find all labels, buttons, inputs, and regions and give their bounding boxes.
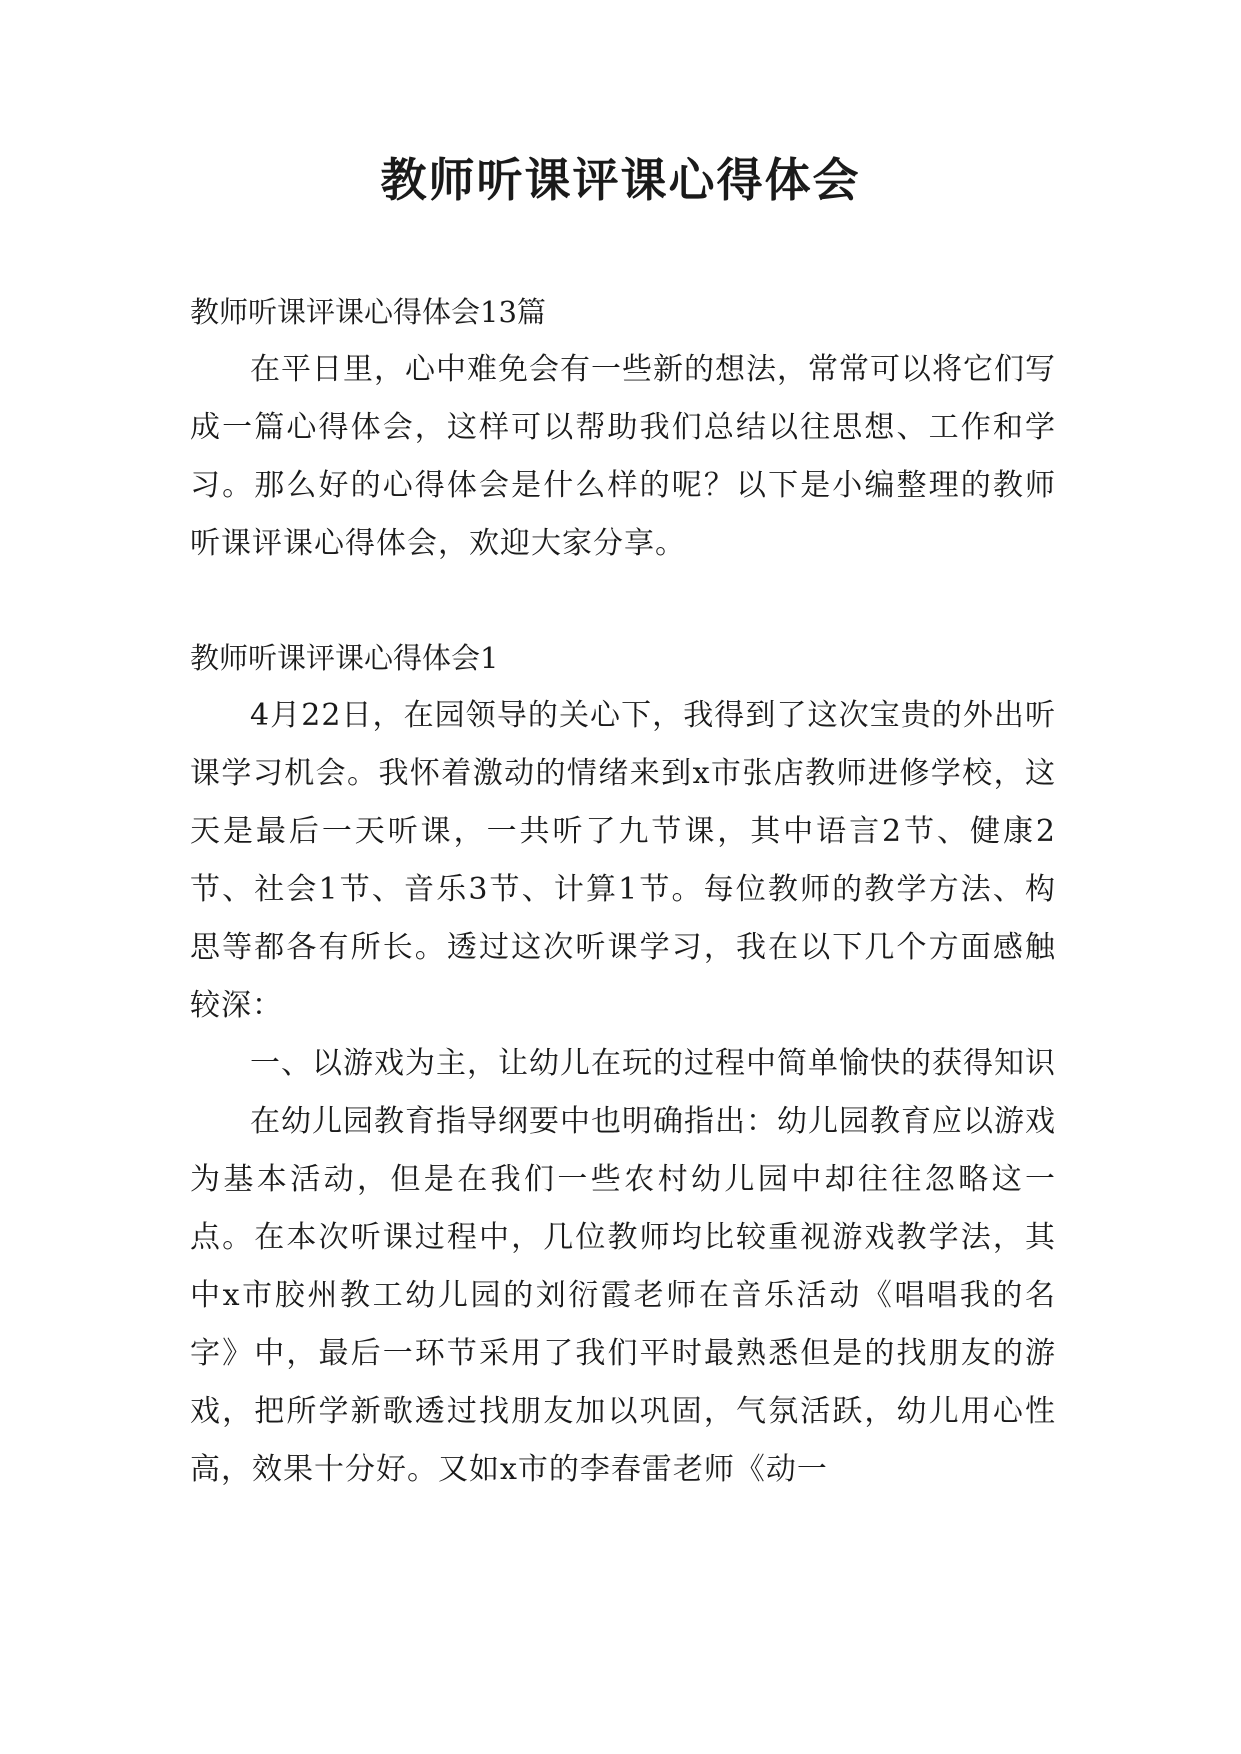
document-title: 教师听课评课心得体会 xyxy=(380,153,861,207)
body-paragraph: 在幼儿园教育指导纲要中也明确指出：幼儿园教育应以游戏为基本活动，但是在我们一些农村幼儿园中却往往忽略这一点。在本次听课过程中，几位教师均比较重视游戏教学法，其中x市胶州教工幼儿园的刘衍霞老师在音乐活动《唱唱我的名字》中，最后一环节采用了我们平时最熟悉但是的找朋友的游戏，把所学新歌透过找朋友加以巩固，气氛活跃，幼儿用心性高，效果十分好。又如x市的李春雷老师《动一 xyxy=(190,1104,1056,1487)
section-heading: 教师听课评课心得体会1 xyxy=(190,641,499,675)
body-paragraph: 4月22日，在园领导的关心下，我得到了这次宝贵的外出听课学习机会。我怀着激动的情绪来到x市张店教师进修学校，这天是最后一天听课，一共听了九节课，其中语言2节、健康2节、社会1节、音乐3节、计算1节。每位教师的教学方法、构思等都各有所长。透过这次听课学习，我在以下几个方面感触较深： xyxy=(190,698,1056,1023)
subsection-heading: 一、以游戏为主，让幼儿在玩的过程中简单愉快的获得知识 xyxy=(250,1046,1056,1081)
section-spacer xyxy=(190,573,1056,629)
intro-paragraph: 在平日里，心中难免会有一些新的想法，常常可以将它们写成一篇心得体会，这样可以帮助我们总结以往思想、工作和学习。那么好的心得体会是什么样的呢？以下是小编整理的教师听课评课心得体会，欢迎大家分享。 xyxy=(190,352,1056,561)
document-body xyxy=(190,283,1056,1499)
collection-heading: 教师听课评课心得体会13篇 xyxy=(190,295,546,329)
